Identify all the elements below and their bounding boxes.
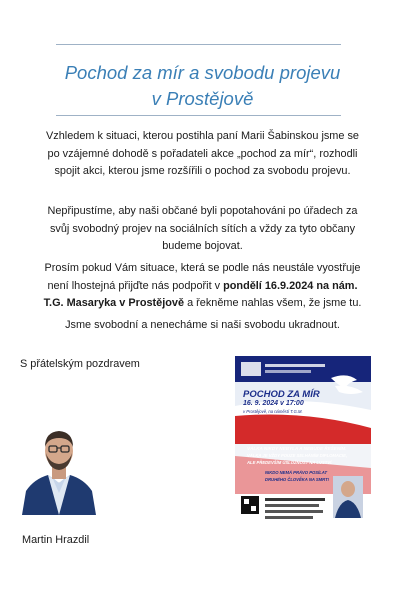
- invitation-text-pre: Prosím pokud Vám situace, která se podle nás neustále vyostřuje není lhostejná přijďte nás podpořit v: [44, 262, 361, 292]
- title-line-1: Pochod za mír a svobodu projevu: [64, 62, 341, 83]
- poster-slogan-4: NIKDO NEMÁ PRÁVO POSÍLAT: [265, 470, 328, 475]
- poster-slogan-1: VÁLKA NIKDY NEBYLA A NEBUDE ŘEŠENÍM.: [247, 446, 347, 451]
- author-photo: [14, 417, 104, 515]
- title-line-2: v Prostějově: [151, 88, 254, 109]
- poster-slogan-3: ALE PŘEDEVŠÍM ÚSLOŽNOST NA LUSTVÍ.: [247, 460, 333, 465]
- poster-title: POCHOD ZA MÍR: [243, 389, 320, 400]
- top-rule: [56, 44, 341, 45]
- signature-name: Martin Hrazdil: [22, 534, 90, 546]
- greeting: S přátelským pozdravem: [20, 358, 140, 370]
- paragraph-situation: Vzhledem k situaci, kterou postihla paní Marii Šabinskou jsme se po vzájemné dohodě s pořadateli akce „pochod za mír“, rozhodli spojit akci, kterou jsme rozšířili o pochod za svobodu projevu.: [46, 130, 359, 178]
- poster-date: 16. 9. 2024 v 17:00: [243, 400, 304, 407]
- paragraph-freedom: Jsme svobodní a nenecháme si naši svobodu ukradnout.: [65, 319, 340, 331]
- event-poster: [235, 356, 371, 525]
- page-title: [30, 60, 375, 112]
- invitation-date-place: pondělí 16.9.2024 na nám. T.G. Masaryka v Prostějově: [43, 279, 358, 310]
- poster-place: v Prostějově, na náměstí T.G.M.: [243, 409, 303, 414]
- paragraph-invitation: [40, 260, 365, 313]
- paragraph-free-speech: Nepřipustíme, aby naši občané byli popotahováni po úřadech za svůj svobodný projev na sociálních sítích a vždy za tyto občany budeme bojovat.: [47, 205, 358, 253]
- invitation-text-post: a řekněme nahlas všem, že jsme tu.: [184, 297, 362, 310]
- poster-slogan-2: VÁLKA JE VŽDY POUZE SELHÁNÍM DIPLOMACIE,: [247, 453, 348, 458]
- poster-slogan-5: DRUHÉHO ČLOVĚKA NA SMRT!: [265, 477, 330, 482]
- bottom-rule: [56, 115, 341, 116]
